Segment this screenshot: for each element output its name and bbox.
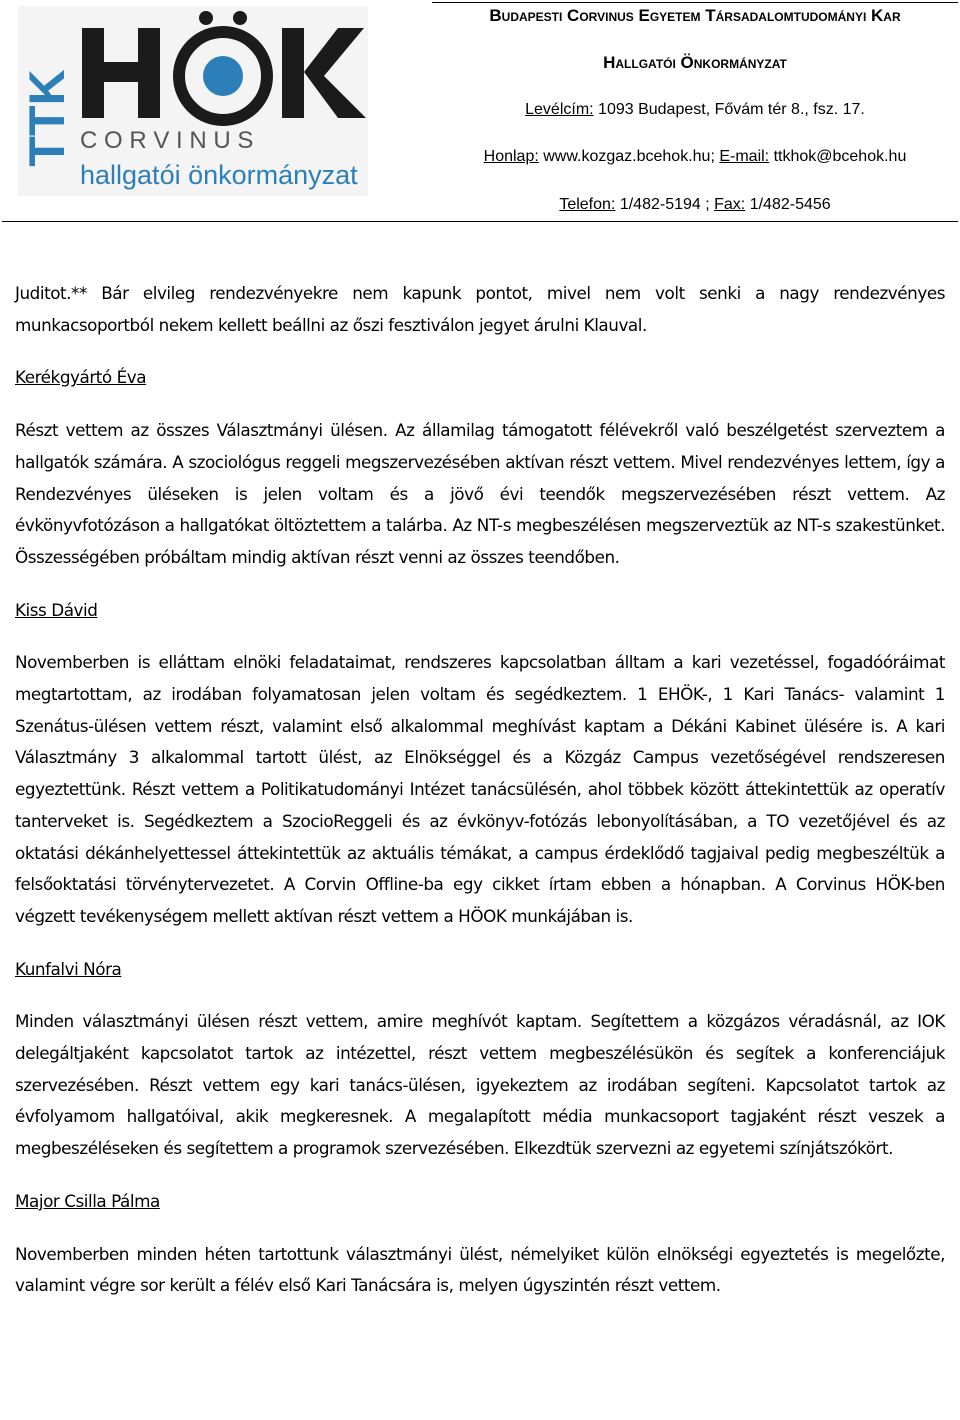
member-name: Major Csilla Pálma [15,1190,160,1211]
phone-value: 1/482-5194 ; [615,196,715,213]
fax-label: Fax: [714,196,746,213]
logo-ttk-text: TTK [19,69,75,167]
address-label: Levélcím: [525,101,594,118]
email-value[interactable]: ttkhok@bcehok.hu [769,148,907,165]
ttk-hok-corvinus-logo [18,6,368,196]
member-report: Novemberben is elláttam elnöki feladataimat, rendszeres kapcsolatban álltam a kari vezetéssel, fogadóóráimat megtartottam, az irodában folyamatosan jelen voltam és segédkeztem. 1 EHÖK-, 1 Kari Tanács- valamint 1 Szenátus-ülésen vettem részt, valamint első alkalommal meghívást kaptam a Dékáni Kabinet ülésére is. A kari Választmány 3 alkalommal tartott ülést, az Elnökséggel és a Közgáz Campus vezetőségével rendszeresen egyeztettünk. Részt vettem a Politikatudományi Intézet tanácsülésén, ahol többek között áttekintettük az operatív tanterveket is. Segédkeztem a SzocioReggeli és az évkönyv-fotózás lebonyolításában, a TO vezetőjével és az oktatási dékánhelyettessel áttekintettük az aktuális témákat, a campus érdeklődő tagjaival pedig megbeszéltük a felsőoktatási törvénytervezetet. A Corvin Offline-ba egy cikket írtam ebben a hónapban. A Corvinus HÖK-ben végzett tevékenységem mellett aktívan részt vettem a HÖOK munkájában is. [15,652,945,926]
member-name: Kiss Dávid [15,599,98,620]
org-name: Budapesti Corvinus Egyetem Társadalomtudományi Kar [489,6,901,25]
logo-corvinus-text: C O R V I N U S [80,127,254,154]
report-body [15,278,945,1302]
letterhead [0,0,960,222]
member-report: Részt vettem az összes Választmányi ülésen. Az államilag támogatott félévekről való beszélgetést szerveztem a hallgatók számára. A szociológus reggeli megszervezésében aktívan részt vettem. Mivel rendezvényes lettem, így a Rendezvényes üléseken is jelen voltam és a jövő évi teendők megszervezésében részt vettem. Az évkönyvfotózáson a hallgatókat öltöztettem a talárba. Az NT-s megbeszélésen megszerveztük az NT-s szakestünket. Összességében próbáltam mindig aktívan részt venni az összes teendőben. [15,420,945,567]
email-label: E-mail: [719,148,770,165]
member-report: Minden választmányi ülésen részt vettem, amire meghívót kaptam. Segítettem a közgázos véradásnál, az IOK delegáltjaként kapcsolatot tartok az intézettel, részt vettem megbeszélésükön és segítek a konferenciájuk szervezésében. Részt vettem egy kari tanács-ülésen, igyekeztem az irodában segíteni. Kapcsolatot tartok az évfolyamom hallgatóival, akik megkeresnek. A megalapított média munkacsoport tagjaként részt veszek a megbeszéléseken és segítettem a programok szervezésében. Elkezdtük szervezni az egyetemi színjátszókört. [15,1011,945,1159]
member-report: Novemberben minden héten tartottunk választmányi ülést, némelyiket külön elnökségi egyeztetés is megelőzte, valamint végre sor került a félév első Kari Tanácsára is, melyen úgyszintén részt vettem. [15,1243,945,1296]
header-top-rule [432,2,958,3]
address-value: 1093 Budapest, Fővám tér 8., fsz. 17. [593,101,865,118]
logo-tagline: hallgatói önkormányzat [80,160,358,190]
intro-paragraph: Juditot.** Bár elvileg rendezvényekre nem kapunk pontot, mivel nem volt senki a nagy rendezvényes munkacsoportból nekem kellett beállni az őszi fesztiválon jegyet árulni Klauval. [15,283,945,335]
member-name: Kerékgyártó Éva [15,367,147,388]
fax-value: 1/482-5456 [745,196,831,213]
address-line [432,101,958,119]
phone-label: Telefon: [559,196,616,213]
web-label: Honlap: [483,148,539,165]
org-subname: Hallgatói Önkormányzat [603,53,787,72]
header-bottom-rule [2,221,958,222]
phone-fax-line [432,196,958,214]
member-name: Kunfalvi Nóra [15,958,122,979]
web-email-line [432,148,958,166]
web-value[interactable]: www.kozgaz.bcehok.hu; [538,148,720,165]
